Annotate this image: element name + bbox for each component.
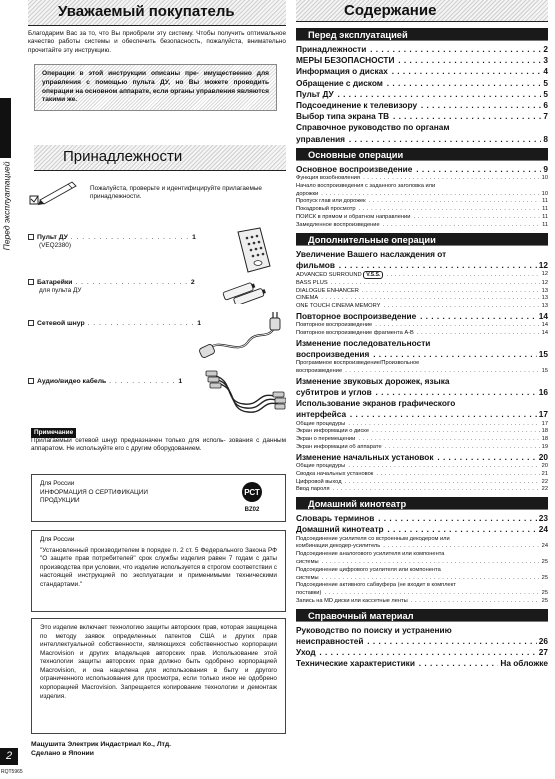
toc-subentry[interactable]: Программное воспроизведение/Произвольное (296, 360, 420, 367)
batteries-illustration (218, 280, 278, 304)
toc-entry[interactable]: МЕРЫ БЕЗОПАСНОСТИ 3 . . . (296, 55, 548, 66)
toc-entry[interactable]: интерфейса 17 . . . (296, 409, 548, 420)
accessory-remote: Пульт ДУ . . . . . . . . . . . . . . . . . . . . . 1 (VEQ2380) (28, 234, 196, 250)
remote-control-illustration (230, 226, 274, 276)
toc-subentry[interactable]: Подсоединение активного сабвуфера (не входит в комплект (296, 582, 456, 589)
macrovision-box: Это изделие включает технологию защиты авторских прав, которая защищена по методу заявок определенных патентов США и других прав интеллектуальной собственности, являющихся собственностью корпорации Macrovision и других владельцев авторских прав. Использование этой технологии защиты авторских прав должно быть одобрено корпорацией Macrovision, и она нацелена для использования в быту и другого ограниченного использования для просмотра, если только иное не одобрено корпорацией Macrovision. Запрещается копирование технологии и демонтаж изделия. (31, 618, 286, 734)
contents-title: Содержание (296, 0, 548, 22)
page-number: 2 (0, 748, 18, 765)
note-text: Прилагаемый сетевой шнур предназначен только для исполь- зования с данным аппаратом. Не используйте его с другим оборудованием. (31, 437, 286, 453)
pencil-check-icon (28, 178, 80, 210)
toc-entry[interactable]: Технические характеристики На обложке . . . (296, 658, 548, 669)
side-label: Перед эксплуатацией (1, 161, 12, 251)
toc-subentry[interactable]: Подсоединение аналогового усилителя или компонента (296, 551, 445, 558)
toc-entry[interactable]: воспроизведения 15 . . . (296, 349, 548, 360)
toc-subentry[interactable]: Повторное воспроизведение фрагмента A-B 14 . . . (296, 330, 548, 338)
accessory-batteries: Батарейки . . . . . . . . . . . . . . . . . . . . 2 для пульта ДУ (28, 279, 195, 295)
toc-entry[interactable]: Руководство по поиску и устранению (296, 624, 452, 635)
section-reference: Справочный материал (296, 609, 548, 622)
toc-entry[interactable]: Уход 27 . . . (296, 647, 548, 658)
toc-subentry[interactable]: системы 25 . . . (296, 575, 548, 583)
toc-entry[interactable]: Изменение звуковых дорожек, языка (296, 375, 450, 386)
toc-subentry[interactable]: CINEMA 13 . . . (296, 295, 548, 303)
toc-entry[interactable]: Изменение начальных установок 20 . . . (296, 452, 548, 463)
rst-logo-icon (239, 481, 265, 503)
toc-entry[interactable]: Словарь терминов 23 . . . (296, 513, 548, 524)
toc-entry[interactable]: Принадлежности 2 . . . (296, 44, 548, 55)
vss-badge: V.S.S. (363, 271, 383, 279)
remote-control-note: Операции в этой инструкции описаны пре- имущественно для управления с помощью пульта ДУ, но Вы можете проводить операции на основном аппарате, если органы управления являются такими же. (34, 64, 277, 111)
toc-subentry[interactable]: Запись на MD диски или кассетные ленты 25 . . . (296, 598, 548, 606)
toc-entry[interactable]: управления 8 . . . (296, 134, 548, 145)
certification-box: Для России ИНФОРМАЦИЯ О СЕРТИФИКАЦИИ ПРОДУКЦИИ РСТ BZ02 (31, 474, 286, 522)
intro-text: Благодарим Вас за то, что Вы приобрели эту систему. Чтобы получить оптимальное качество работы системы и обеспечить безопасность, пожалуйста, внимательно прочитайте эту инструкцию. (28, 29, 286, 54)
toc-subentry[interactable]: Экран информации об аппарате 19 . . . (296, 444, 548, 452)
toc-subentry[interactable]: ONE TOUCH CINEMA MEMORY 13 . . . (296, 303, 548, 311)
toc-subentry[interactable]: воспроизведение 15 . . . (296, 368, 548, 376)
toc-subentry[interactable]: дорожки 10 . . . (296, 191, 548, 199)
toc-subentry[interactable]: DIALOGUE ENHANCER 13 . . . (296, 288, 548, 296)
checkbox[interactable] (28, 320, 34, 326)
toc-entry[interactable]: Использование экранов графического (296, 398, 456, 409)
toc-subentry[interactable]: Ввод пароля 22 . . . (296, 486, 548, 494)
contents-column (296, 0, 548, 779)
toc-subentry[interactable]: Замедленное воспроизведение 11 . . . (296, 222, 548, 230)
accessories-note: Пожалуйста, проверьте и идентифицируйте прилагаемые принадлежности. (90, 185, 262, 201)
toc-subentry[interactable]: Экран о перемещении 18 . . . (296, 436, 548, 444)
toc-entry[interactable]: Выбор типа экрана ТВ 7 . . . (296, 111, 548, 122)
accessory-power-cord: Сетевой шнур . . . . . . . . . . . . . . . . . . . 1 (28, 320, 201, 328)
toc-subentry[interactable]: Повторное воспроизведение 14 . . . (296, 322, 548, 330)
service-life-box: Для России "Установленный производителем в порядке п. 2 ст. 5 Федерального Закона РФ "О защите прав потребителей" срок службы изделия равен 7 годам с даты производства при условии, что изделие используется в строгом соответствии с настоящей инструкцией по эксплуатации и применимыми техническими стандартами." (31, 530, 286, 612)
checkbox[interactable] (28, 234, 34, 240)
toc-entry[interactable]: неисправностей 26 . . . (296, 636, 548, 647)
note-label: Примечание (31, 428, 76, 438)
toc-entry[interactable]: Домашний кинотеатр 24 . . . (296, 524, 548, 535)
toc-subentry[interactable]: Подсоединение цифрового усилителя или компонента (296, 566, 441, 573)
toc-entry[interactable]: Основное воспроизведение 9 . . . (296, 164, 548, 175)
cert-mark: РСТ BZ02 (237, 481, 267, 514)
section-basic-operations: Основные операции (296, 148, 548, 161)
svg-text:РСТ: РСТ (244, 488, 260, 497)
toc-subentry[interactable]: Экран информации о диске 18 . . . (296, 428, 548, 436)
checkbox[interactable] (28, 279, 34, 285)
section-advanced-operations: Дополнительные операции (296, 233, 548, 246)
customer-title: Уважаемый покупатель (28, 0, 286, 26)
toc-entry[interactable]: фильмов 12 . . . (296, 260, 548, 271)
toc-entry[interactable]: Изменение последовательности (296, 337, 431, 348)
toc-subentry[interactable]: Общие процедуры 20 . . . (296, 463, 548, 471)
toc-entry[interactable]: Подсоединение к телевизору 6 . . . (296, 100, 548, 111)
accessory-av-cable: Аудио/видео кабель . . . . . . . . . . . . 1 (28, 378, 182, 386)
toc-subentry[interactable]: поставки) 25 . . . (296, 590, 548, 598)
toc-subentry[interactable]: Покадровый просмотр 11 . . . (296, 206, 548, 214)
toc-subentry[interactable]: Общие процедуры 17 . . . (296, 421, 548, 429)
toc-entry[interactable]: Пульт ДУ 5 . . . (296, 89, 548, 100)
toc-entry[interactable]: субтитров и углов 16 . . . (296, 387, 548, 398)
left-column (28, 0, 286, 779)
toc-subentry[interactable]: BASS PLUS 12 . . . (296, 280, 548, 288)
av-cable-illustration (204, 362, 286, 424)
section-before-use: Перед эксплуатацией (296, 28, 548, 41)
toc-entry[interactable]: Обращение с диском 5 . . . (296, 78, 548, 89)
toc-subentry[interactable]: Цифровой выход 22 . . . (296, 479, 548, 487)
section-home-theater: Домашний кинотеатр (296, 497, 548, 510)
manufacturer: Мацушита Электрик Индастриал Ко., Лтд. Сделано в Японии (31, 741, 172, 757)
toc-subentry[interactable]: комбинации декодер-усилитель 24 . . . (296, 543, 548, 551)
toc-entry[interactable]: Информация о дисках 4 . . . (296, 66, 548, 77)
toc-subentry[interactable]: Начало воспроизведения с заданного заголовка или (296, 182, 436, 189)
accessories-title: Принадлежности (34, 145, 286, 171)
toc-subentry[interactable]: системы 25 . . . (296, 559, 548, 567)
toc-subentry[interactable]: Сводка начальных установок 21 . . . (296, 471, 548, 479)
toc-subentry[interactable]: ADVANCED SURROUND V.S.S. 12 . . . (296, 271, 548, 280)
doc-code: RQT5965 (1, 769, 23, 775)
toc-subentry[interactable]: Функция возобновления 10 . . . (296, 175, 548, 183)
toc-entry[interactable]: Справочное руководство по органам (296, 122, 450, 133)
power-cord-illustration (198, 306, 288, 362)
toc-entry[interactable]: Увеличение Вашего наслаждения от (296, 248, 447, 259)
toc-subentry[interactable]: Пропуск глав или дорожек 11 . . . (296, 198, 548, 206)
toc-subentry[interactable]: ПОИСК в прямом и обратном направлении 11 . . . (296, 214, 548, 222)
toc-entry[interactable]: Повторное воспроизведение 14 . . . (296, 311, 548, 322)
checkbox[interactable] (28, 378, 34, 384)
toc-subentry[interactable]: Подсоединение усилителя со встроенным декодером или (296, 535, 450, 542)
